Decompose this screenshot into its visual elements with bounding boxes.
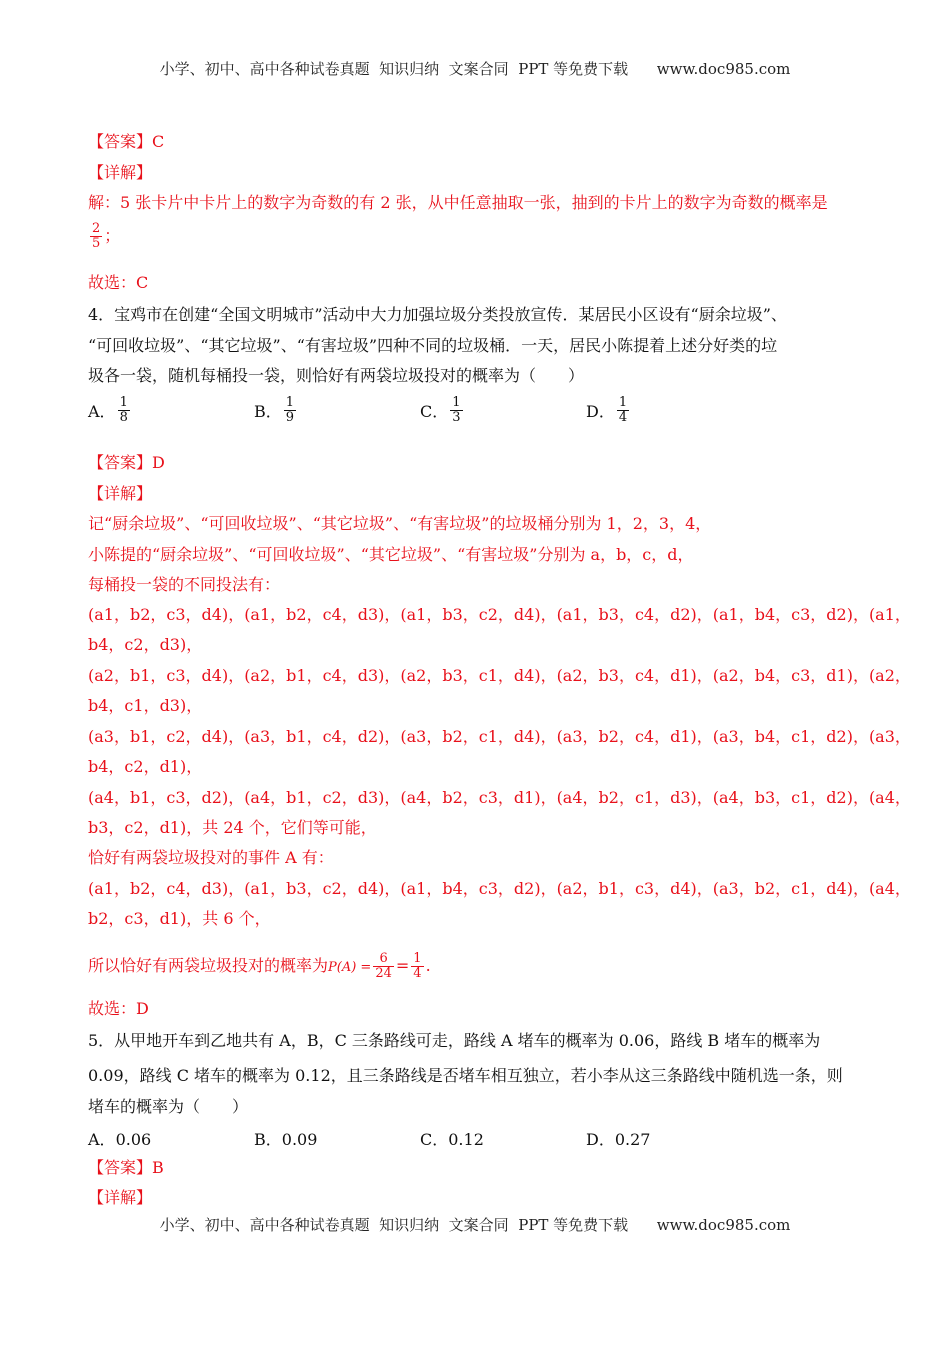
q4-solution-line: (a3，b1，c2，d4)，(a3，b1，c4，d2)，(a3，b2，c1，d4)，(a3，b2，c4，d1)，(a3，b4，c1，d2)，(a3，	[88, 727, 911, 746]
q5-option-d[interactable]: D．0.27	[586, 1130, 651, 1149]
q4-solution-line: (a1，b2，c4，d3)，(a1，b3，c2，d4)，(a1，b4，c3，d2)，(a2，b1，c3，d4)，(a3，b2，c1，d4)，(a4，	[88, 879, 911, 898]
q4-stem-line-3: 圾各一袋，随机每桶投一袋，则恰好有两袋垃圾投对的概率为（ ）	[88, 366, 585, 385]
q3-answer: C	[152, 132, 165, 151]
q5-option-a[interactable]: A．0.06	[88, 1130, 152, 1149]
q4-probability-line: 所以恰好有两袋垃圾投对的概率为P(A) = $\frac{6}{24}$ = $\frac{1}{4}$ .	[88, 951, 431, 981]
q4-stem-line-1: 4．宝鸡市在创建“全国文明城市”活动中大力加强垃圾分类投放宣传．某居民小区设有“厨余垃圾”、	[88, 305, 787, 324]
q4-detail-tag: 【详解】	[88, 484, 153, 503]
q5-option-b[interactable]: B．0.09	[254, 1130, 318, 1149]
q5-stem-line-1: 5．从甲地开车到乙地共有 A，B，C 三条路线可走，路线 A 堵车的概率为 0.06，路线 B 堵车的概率为	[88, 1031, 821, 1050]
q4-solution-line: 小陈提的“厨余垃圾”、“可回收垃圾”、“其它垃圾”、“有害垃圾”分别为 a，b，c，d，	[88, 545, 694, 564]
fraction: $\frac{2}{5}$	[92, 221, 101, 251]
q5-stem-line-3: 堵车的概率为（ ）	[88, 1097, 249, 1116]
q4-solution-line: 每桶投一袋的不同投法有：	[88, 575, 281, 594]
page-header: 小学、初中、高中各种试卷真题 知识归纳 文案合同 PPT 等免费下载 www.doc985.com	[159, 60, 791, 78]
q4-option-a[interactable]: A． $\frac{1}{8}$	[88, 395, 128, 425]
q4-solution-line: 记“厨余垃圾”、“可回收垃圾”、“其它垃圾”、“有害垃圾”的垃圾桶分别为 1，2，3，4，	[88, 514, 712, 533]
q3-choose-line: 故选：C	[88, 273, 149, 292]
fraction: $\frac{6}{24}$	[375, 951, 392, 981]
q4-solution-line: b2，c3，d1)，共 6 个，	[88, 909, 271, 928]
fraction: $\frac{1}{9}$	[285, 395, 295, 425]
q3-answer-line	[88, 132, 164, 152]
q4-option-b[interactable]: B． $\frac{1}{9}$	[254, 395, 295, 425]
q4-solution-line: (a1，b2，c3，d4)，(a1，b2，c4，d3)，(a1，b3，c2，d4)，(a1，b3，c4，d2)，(a1，b4，c3，d2)，(a1，	[88, 605, 911, 624]
q4-solution-line: (a4，b1，c3，d2)，(a4，b1，c2，d3)，(a4，b2，c3，d1)，(a4，b2，c1，d3)，(a4，b3，c1，d2)，(a4，	[88, 788, 911, 807]
answer-tag: 【答案】	[88, 132, 153, 151]
fraction: $\frac{1}{4}$	[618, 395, 628, 425]
fraction: $\frac{1}{4}$	[413, 951, 422, 981]
q5-answer: B	[152, 1158, 164, 1177]
q3-choice: C	[136, 273, 149, 292]
q5-detail-tag: 【详解】	[88, 1188, 153, 1207]
fraction: $\frac{1}{8}$	[119, 395, 128, 425]
q5-option-c[interactable]: C．0.12	[420, 1130, 484, 1149]
q4-answer: D	[152, 453, 165, 472]
fraction: $\frac{1}{3}$	[452, 395, 461, 425]
q5-stem-line-2: 0.09，路线 C 堵车的概率为 0.12，且三条路线是否堵车相互独立，若小李从这三条路线中随机选一条，则	[88, 1066, 843, 1085]
q4-choose-line: 故选：D	[88, 999, 149, 1018]
page-footer: 小学、初中、高中各种试卷真题 知识归纳 文案合同 PPT 等免费下载 www.doc985.com	[159, 1216, 791, 1234]
q3-solution-fraction: $\frac{2}{5}$ ；	[92, 221, 121, 251]
q4-answer-line: 【答案】D	[88, 453, 165, 472]
q3-detail-tag: 【详解】	[88, 163, 153, 182]
q5-answer-line: 【答案】B	[88, 1158, 164, 1177]
q4-solution-line: (a2，b1，c3，d4)，(a2，b1，c4，d3)，(a2，b3，c1，d4)，(a2，b3，c4，d1)，(a2，b4，c3，d1)，(a2，	[88, 666, 911, 685]
q4-option-c[interactable]: C． $\frac{1}{3}$	[420, 395, 461, 425]
q4-solution-line: b4，c1，d3)，	[88, 696, 203, 715]
q4-choice: D	[136, 999, 149, 1018]
q4-solution-line: b3，c2，d1)，共 24 个，它们等可能，	[88, 818, 377, 837]
q3-solution-line: 解：5 张卡片中卡片上的数字为奇数的有 2 张，从中任意抽取一张，抽到的卡片上的数字为奇数的概率是	[88, 193, 828, 212]
q4-solution-line: 恰好有两袋垃圾投对的事件 A 有：	[88, 848, 334, 867]
q4-solution-line: b4，c2，d3)，	[88, 635, 203, 654]
q4-solution-line: b4，c2，d1)，	[88, 757, 203, 776]
q4-option-d[interactable]: D． $\frac{1}{4}$	[586, 395, 628, 425]
q4-stem-line-2: “可回收垃圾”、“其它垃圾”、“有害垃圾”四种不同的垃圾桶．一天，居民小陈提着上述分好类的垃	[88, 336, 778, 355]
